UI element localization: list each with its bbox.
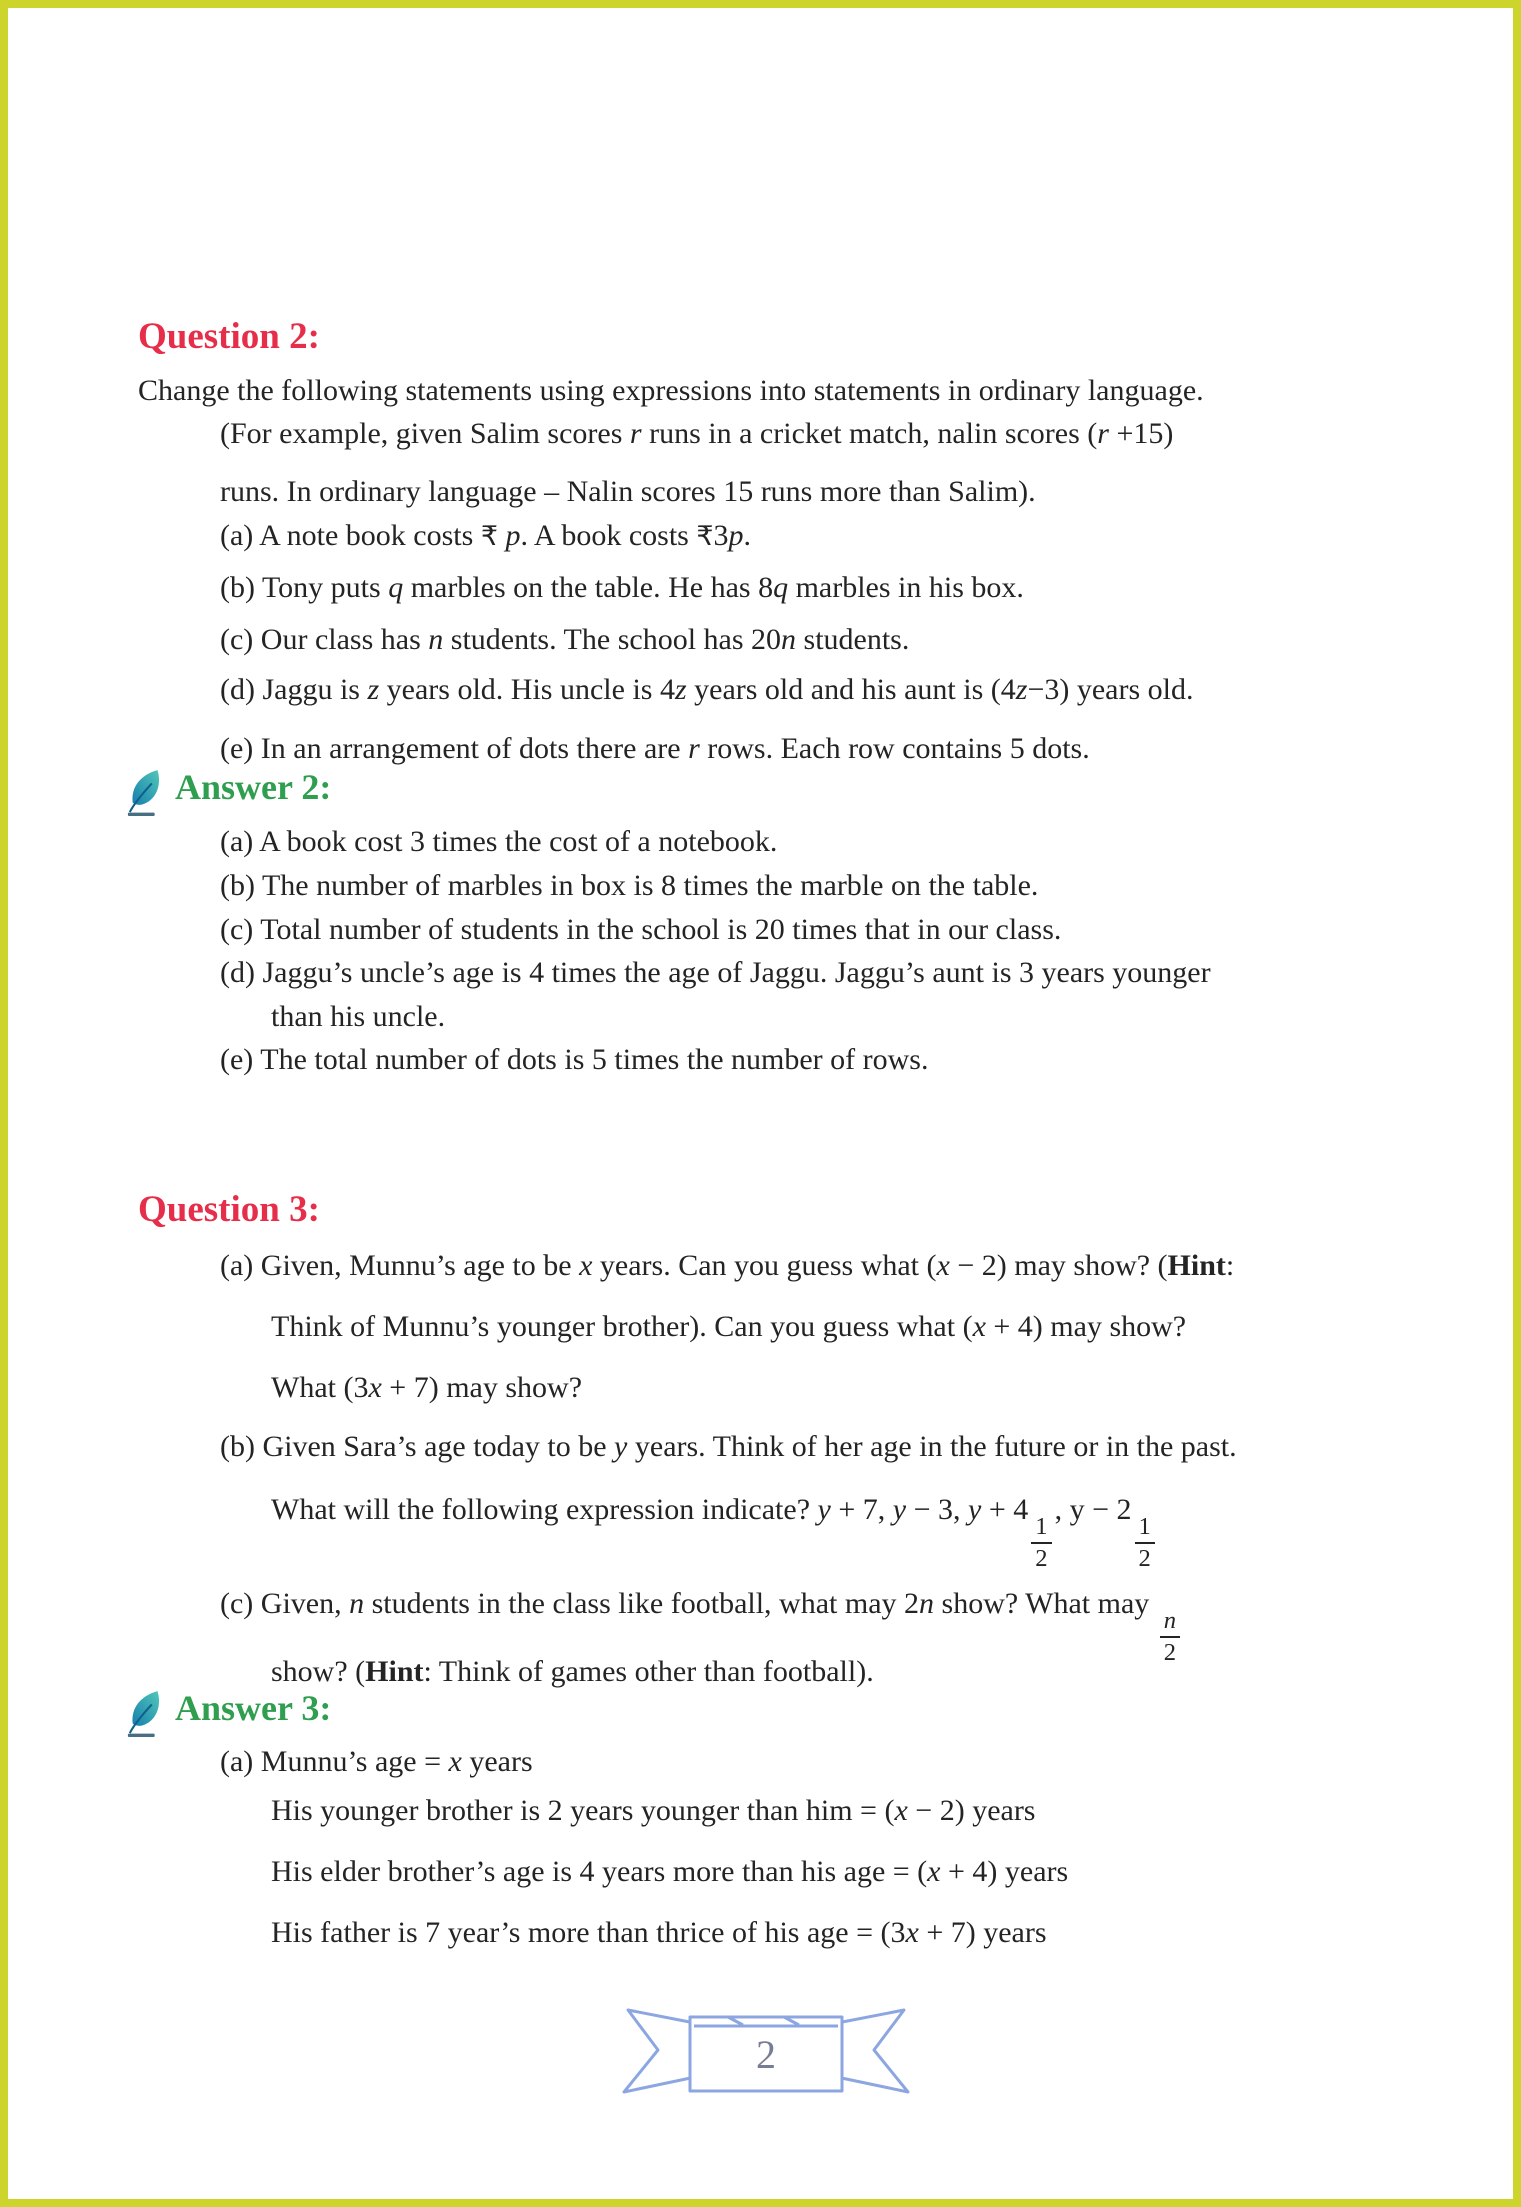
q2-item-b: (b) Tony puts q marbles on the table. He has 8q marbles in his box.	[220, 571, 1024, 604]
q3-item-a-line-1: (a) Given, Munnu’s age to be x years. Can you guess what (x − 2) may show? (Hint:	[220, 1249, 1235, 1282]
q3-item-b-line-1: (b) Given Sara’s age today to be y years. Think of her age in the future or in the past.	[220, 1430, 1237, 1463]
leaf-logo-icon	[126, 768, 168, 818]
a2-item-e: (e) The total number of dots is 5 times the number of rows.	[220, 1043, 929, 1076]
answer2-heading-label: Answer 2:	[175, 767, 332, 807]
page-content	[138, 8, 1428, 2199]
q3-item-c-line-2: show? (Hint: Think of games other than football).	[271, 1655, 874, 1688]
answer3-heading	[126, 1687, 331, 1739]
a3-line-3: His elder brother’s age is 4 years more than his age = (x + 4) years	[271, 1855, 1069, 1888]
q2-example-line-2: runs. In ordinary language – Nalin scores 15 runs more than Salim).	[220, 475, 1036, 508]
q2-item-d: (d) Jaggu is z years old. His uncle is 4z years old and his aunt is (4z−3) years old.	[220, 673, 1194, 706]
q3-item-a-line-3: What (3x + 7) may show?	[271, 1371, 583, 1404]
a2-item-d-cont: than his uncle.	[271, 1000, 446, 1033]
leaf-logo-icon	[126, 1689, 168, 1739]
page-number-ribbon	[616, 2004, 916, 2104]
q2-item-a: (a) A note book costs ₹ p. A book costs ₹3p.	[220, 519, 752, 552]
page-number: 2	[756, 2032, 776, 2077]
q2-intro: Change the following statements using expressions into statements in ordinary language.	[138, 374, 1204, 407]
a3-line-2: His younger brother is 2 years younger than him = (x − 2) years	[271, 1794, 1036, 1827]
q3-item-c-line-1: (c) Given, n students in the class like football, what may 2n show? What may $\frac{n}{2}$	[220, 1584, 1183, 1665]
a2-item-a: (a) A book cost 3 times the cost of a notebook.	[220, 825, 778, 858]
question3-heading: Question 3:	[138, 1189, 320, 1230]
answer3-heading-label: Answer 3:	[175, 1688, 332, 1728]
q3-item-b-line-2: What will the following expression indicate? y + 7, y − 3, y + 4 $\frac{1}{2}$ , y − 2 $\frac{1}{2}$	[271, 1490, 1158, 1571]
a3-line-1: (a) Munnu’s age = x years	[220, 1745, 533, 1778]
answer2-heading	[126, 766, 331, 818]
a2-item-d: (d) Jaggu’s uncle’s age is 4 times the age of Jaggu. Jaggu’s aunt is 3 years younger	[220, 956, 1211, 989]
question2-heading: Question 2:	[138, 316, 320, 357]
q2-item-c: (c) Our class has n students. The school has 20n students.	[220, 623, 910, 656]
q3-item-a-line-2: Think of Munnu’s younger brother). Can you guess what (x + 4) may show?	[271, 1310, 1187, 1343]
a3-line-4: His father is 7 year’s more than thrice of his age = (3x + 7) years	[271, 1916, 1047, 1949]
a2-item-b: (b) The number of marbles in box is 8 times the marble on the table.	[220, 869, 1039, 902]
a2-item-c: (c) Total number of students in the school is 20 times that in our class.	[220, 913, 1062, 946]
q2-example-line-1: (For example, given Salim scores r runs in a cricket match, nalin scores (r +15)	[220, 417, 1174, 450]
q2-item-e: (e) In an arrangement of dots there are r rows. Each row contains 5 dots.	[220, 732, 1090, 765]
